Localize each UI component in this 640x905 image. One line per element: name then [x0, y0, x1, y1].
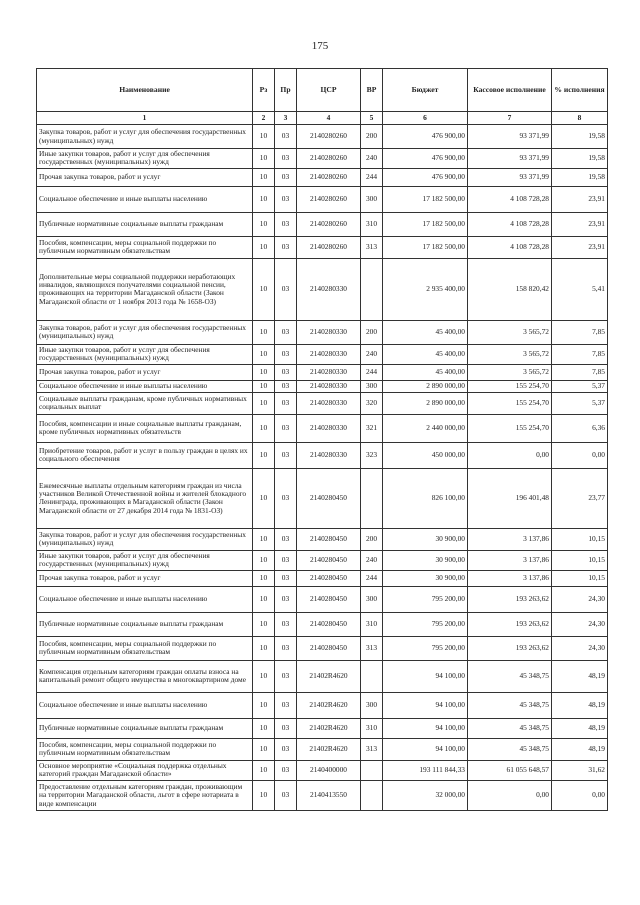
row-pr: 03 [275, 320, 297, 344]
col-header-pr: Пр [275, 69, 297, 112]
row-name: Публичные нормативные социальные выплаты гражданам [37, 212, 253, 236]
row-vr [361, 780, 383, 810]
row-name: Социальное обеспечение и иные выплаты населению [37, 380, 253, 392]
row-rz: 10 [253, 380, 275, 392]
row-name: Социальное обеспечение и иные выплаты населению [37, 586, 253, 612]
row-budget: 94 100,00 [383, 738, 468, 760]
row-name: Социальное обеспечение и иные выплаты населению [37, 186, 253, 212]
row-vr: 300 [361, 586, 383, 612]
row-cash: 45 348,75 [468, 692, 552, 718]
row-csr: 2140280330 [297, 320, 361, 344]
row-name: Публичные нормативные социальные выплаты гражданам [37, 718, 253, 738]
row-vr: 244 [361, 570, 383, 586]
table-row [37, 258, 608, 320]
row-rz: 10 [253, 186, 275, 212]
row-cash: 3 137,86 [468, 570, 552, 586]
table-row [37, 586, 608, 612]
row-csr: 2140280260 [297, 168, 361, 186]
row-budget: 795 200,00 [383, 636, 468, 660]
table-row [37, 738, 608, 760]
row-vr [361, 258, 383, 320]
row-name: Прочая закупка товаров, работ и услуг [37, 364, 253, 380]
row-rz: 10 [253, 660, 275, 692]
row-rz: 10 [253, 550, 275, 570]
row-csr: 21402R4620 [297, 718, 361, 738]
row-budget: 45 400,00 [383, 320, 468, 344]
row-pct: 19,58 [552, 149, 608, 169]
row-name: Закупка товаров, работ и услуг для обеспечения государственных (муниципальных) нужд [37, 528, 253, 550]
row-rz: 10 [253, 212, 275, 236]
col-header-cash: Кассовое исполнение [468, 69, 552, 112]
row-rz: 10 [253, 570, 275, 586]
col-index: 6 [383, 112, 468, 125]
row-pr: 03 [275, 442, 297, 468]
table-row [37, 780, 608, 810]
row-budget: 32 000,00 [383, 780, 468, 810]
row-vr: 313 [361, 738, 383, 760]
table-row [37, 760, 608, 780]
row-pr: 03 [275, 344, 297, 364]
row-budget: 2 440 000,00 [383, 414, 468, 442]
row-cash: 3 137,86 [468, 528, 552, 550]
row-cash: 4 108 728,28 [468, 186, 552, 212]
row-cash: 155 254,70 [468, 414, 552, 442]
row-pr: 03 [275, 212, 297, 236]
row-csr: 2140280330 [297, 258, 361, 320]
row-budget: 795 200,00 [383, 586, 468, 612]
column-index-row [37, 112, 608, 125]
row-cash: 193 263,62 [468, 636, 552, 660]
table-row [37, 718, 608, 738]
row-rz: 10 [253, 718, 275, 738]
col-index: 8 [552, 112, 608, 125]
row-pct: 10,15 [552, 570, 608, 586]
row-csr: 2140280450 [297, 586, 361, 612]
row-rz: 10 [253, 442, 275, 468]
row-name: Закупка товаров, работ и услуг для обеспечения государственных (муниципальных) нужд [37, 320, 253, 344]
row-pr: 03 [275, 380, 297, 392]
row-cash: 3 137,86 [468, 550, 552, 570]
row-pct: 19,58 [552, 168, 608, 186]
row-csr: 2140280450 [297, 468, 361, 528]
row-vr: 240 [361, 550, 383, 570]
budget-execution-table [36, 68, 608, 811]
row-pct: 7,85 [552, 320, 608, 344]
col-header-rz: Рз [253, 69, 275, 112]
row-rz: 10 [253, 760, 275, 780]
row-name: Прочая закупка товаров, работ и услуг [37, 168, 253, 186]
row-pct: 48,19 [552, 692, 608, 718]
col-index: 3 [275, 112, 297, 125]
row-pct: 24,30 [552, 636, 608, 660]
row-name: Предоставление отдельным категориям граждан, проживающим на территории Магаданской области, льгот в сфере нотариата в виде компенсации [37, 780, 253, 810]
row-name: Компенсация отдельным категориям граждан оплаты взноса на капитальный ремонт общего имущества в многоквартирном доме [37, 660, 253, 692]
row-vr: 240 [361, 149, 383, 169]
row-cash: 193 263,62 [468, 586, 552, 612]
row-rz: 10 [253, 414, 275, 442]
row-budget: 94 100,00 [383, 692, 468, 718]
row-vr: 240 [361, 344, 383, 364]
row-vr: 300 [361, 692, 383, 718]
page-number: 175 [311, 40, 329, 52]
row-pr: 03 [275, 236, 297, 258]
table-row [37, 550, 608, 570]
row-rz: 10 [253, 125, 275, 149]
row-budget: 94 100,00 [383, 718, 468, 738]
row-cash: 3 565,72 [468, 344, 552, 364]
row-cash: 93 371,99 [468, 168, 552, 186]
row-name: Пособия, компенсации, меры социальной поддержки по публичным нормативным обязательствам [37, 236, 253, 258]
row-name: Основное мероприятие «Социальная поддержка отдельных категорий граждан Магаданской области» [37, 760, 253, 780]
row-pr: 03 [275, 550, 297, 570]
row-vr [361, 760, 383, 780]
row-csr: 2140413550 [297, 780, 361, 810]
row-cash: 155 254,70 [468, 380, 552, 392]
row-csr: 2140280330 [297, 364, 361, 380]
table-row [37, 149, 608, 169]
row-budget: 30 900,00 [383, 528, 468, 550]
row-name: Публичные нормативные социальные выплаты гражданам [37, 612, 253, 636]
row-pr: 03 [275, 414, 297, 442]
row-budget: 45 400,00 [383, 364, 468, 380]
table-row [37, 380, 608, 392]
table-row [37, 468, 608, 528]
row-pct: 31,62 [552, 760, 608, 780]
row-vr: 323 [361, 442, 383, 468]
row-csr: 2140280330 [297, 442, 361, 468]
row-pr: 03 [275, 570, 297, 586]
row-pct: 24,30 [552, 612, 608, 636]
row-budget: 17 182 500,00 [383, 212, 468, 236]
row-rz: 10 [253, 258, 275, 320]
row-pct: 10,15 [552, 550, 608, 570]
row-cash: 4 108 728,28 [468, 212, 552, 236]
table-row [37, 612, 608, 636]
row-budget: 94 100,00 [383, 660, 468, 692]
row-cash: 155 254,70 [468, 392, 552, 414]
row-pct: 0,00 [552, 780, 608, 810]
row-name: Социальное обеспечение и иные выплаты населению [37, 692, 253, 718]
row-name: Приобретение товаров, работ и услуг в пользу граждан в целях их социального обеспечения [37, 442, 253, 468]
row-budget: 30 900,00 [383, 570, 468, 586]
row-csr: 2140280450 [297, 570, 361, 586]
row-budget: 826 100,00 [383, 468, 468, 528]
row-vr: 244 [361, 168, 383, 186]
row-budget: 450 000,00 [383, 442, 468, 468]
col-index: 5 [361, 112, 383, 125]
row-cash: 45 348,75 [468, 738, 552, 760]
row-rz: 10 [253, 364, 275, 380]
row-name: Пособия, компенсации, меры социальной поддержки по публичным нормативным обязательствам [37, 738, 253, 760]
row-rz: 10 [253, 344, 275, 364]
row-pct: 5,41 [552, 258, 608, 320]
row-pct: 23,91 [552, 212, 608, 236]
row-csr: 2140400000 [297, 760, 361, 780]
row-rz: 10 [253, 692, 275, 718]
row-vr: 300 [361, 186, 383, 212]
row-pr: 03 [275, 612, 297, 636]
row-pr: 03 [275, 636, 297, 660]
row-budget: 2 890 000,00 [383, 392, 468, 414]
row-name: Иные закупки товаров, работ и услуг для обеспечения государственных (муниципальных) нужд [37, 344, 253, 364]
row-rz: 10 [253, 468, 275, 528]
row-cash: 45 348,75 [468, 660, 552, 692]
row-pr: 03 [275, 586, 297, 612]
col-header-budget: Бюджет [383, 69, 468, 112]
row-budget: 795 200,00 [383, 612, 468, 636]
row-pr: 03 [275, 149, 297, 169]
row-pr: 03 [275, 125, 297, 149]
row-csr: 2140280450 [297, 550, 361, 570]
row-rz: 10 [253, 612, 275, 636]
row-vr: 313 [361, 636, 383, 660]
row-pr: 03 [275, 168, 297, 186]
row-pct: 0,00 [552, 442, 608, 468]
row-rz: 10 [253, 528, 275, 550]
row-cash: 93 371,99 [468, 125, 552, 149]
row-csr: 2140280260 [297, 186, 361, 212]
row-pr: 03 [275, 258, 297, 320]
row-rz: 10 [253, 586, 275, 612]
row-pct: 10,15 [552, 528, 608, 550]
row-pr: 03 [275, 468, 297, 528]
row-rz: 10 [253, 780, 275, 810]
row-csr: 2140280260 [297, 125, 361, 149]
col-header-name: Наименование [37, 69, 253, 112]
table-body [37, 125, 608, 811]
row-pct: 48,19 [552, 718, 608, 738]
row-cash: 3 565,72 [468, 320, 552, 344]
row-budget: 476 900,00 [383, 149, 468, 169]
row-pct: 19,58 [552, 125, 608, 149]
row-name: Иные закупки товаров, работ и услуг для обеспечения государственных (муниципальных) нужд [37, 149, 253, 169]
row-rz: 10 [253, 392, 275, 414]
table-row [37, 212, 608, 236]
table-row [37, 392, 608, 414]
row-csr: 2140280260 [297, 149, 361, 169]
row-csr: 21402R4620 [297, 692, 361, 718]
row-cash: 196 401,48 [468, 468, 552, 528]
row-csr: 2140280260 [297, 212, 361, 236]
row-csr: 2140280330 [297, 344, 361, 364]
row-vr: 200 [361, 320, 383, 344]
table-row [37, 528, 608, 550]
table-row [37, 186, 608, 212]
row-pr: 03 [275, 780, 297, 810]
row-csr: 21402R4620 [297, 660, 361, 692]
table-row [37, 344, 608, 364]
row-pct: 48,19 [552, 738, 608, 760]
row-vr: 310 [361, 212, 383, 236]
row-pr: 03 [275, 364, 297, 380]
row-pct: 23,91 [552, 236, 608, 258]
row-cash: 61 055 648,57 [468, 760, 552, 780]
table-row [37, 414, 608, 442]
table-row [37, 636, 608, 660]
row-pr: 03 [275, 692, 297, 718]
row-name: Ежемесячные выплаты отдельным категориям граждан из числа участников Великой Отечественной войны и жителей блокадного Ленинграда, проживающих в Магаданской области (Закон Магаданской области от 27 декабря 2014 года № 1831-ОЗ) [37, 468, 253, 528]
row-budget: 193 111 844,33 [383, 760, 468, 780]
row-csr: 2140280450 [297, 612, 361, 636]
row-pr: 03 [275, 392, 297, 414]
col-index: 7 [468, 112, 552, 125]
row-rz: 10 [253, 149, 275, 169]
col-index: 4 [297, 112, 361, 125]
row-vr: 310 [361, 612, 383, 636]
row-name: Дополнительные меры социальной поддержки неработающих инвалидов, являющихся получателями социальной пенсии, проживающих на территории Магаданской области (Закон Магаданской области от 1 ноября 2013 года № 1658-ОЗ) [37, 258, 253, 320]
row-csr: 2140280330 [297, 380, 361, 392]
row-name: Социальные выплаты гражданам, кроме публичных нормативных социальных выплат [37, 392, 253, 414]
row-vr [361, 468, 383, 528]
row-vr: 321 [361, 414, 383, 442]
table-header-row [37, 69, 608, 112]
row-name: Пособия, компенсации, меры социальной поддержки по публичным нормативным обязательствам [37, 636, 253, 660]
row-csr: 21402R4620 [297, 738, 361, 760]
row-vr: 313 [361, 236, 383, 258]
row-pct: 5,37 [552, 380, 608, 392]
row-budget: 476 900,00 [383, 168, 468, 186]
row-cash: 158 820,42 [468, 258, 552, 320]
row-rz: 10 [253, 236, 275, 258]
row-budget: 30 900,00 [383, 550, 468, 570]
table-row [37, 692, 608, 718]
row-pct: 6,36 [552, 414, 608, 442]
row-vr: 200 [361, 528, 383, 550]
row-rz: 10 [253, 636, 275, 660]
row-budget: 17 182 500,00 [383, 236, 468, 258]
row-pct: 7,85 [552, 364, 608, 380]
table-row [37, 660, 608, 692]
row-csr: 2140280450 [297, 528, 361, 550]
col-header-pct: % исполнения [552, 69, 608, 112]
table-row [37, 364, 608, 380]
row-pr: 03 [275, 528, 297, 550]
row-csr: 2140280330 [297, 414, 361, 442]
row-name: Закупка товаров, работ и услуг для обеспечения государственных (муниципальных) нужд [37, 125, 253, 149]
row-pr: 03 [275, 738, 297, 760]
row-rz: 10 [253, 738, 275, 760]
table-row [37, 125, 608, 149]
col-header-vr: ВР [361, 69, 383, 112]
row-name: Пособия, компенсации и иные социальные выплаты гражданам, кроме публичных нормативных обязательств [37, 414, 253, 442]
table-row [37, 570, 608, 586]
table-row [37, 320, 608, 344]
row-name: Иные закупки товаров, работ и услуг для обеспечения государственных (муниципальных) нужд [37, 550, 253, 570]
row-name: Прочая закупка товаров, работ и услуг [37, 570, 253, 586]
row-pr: 03 [275, 718, 297, 738]
row-vr: 244 [361, 364, 383, 380]
row-csr: 2140280260 [297, 236, 361, 258]
row-rz: 10 [253, 168, 275, 186]
row-pct: 23,77 [552, 468, 608, 528]
row-pct: 48,19 [552, 660, 608, 692]
row-pr: 03 [275, 186, 297, 212]
row-pr: 03 [275, 760, 297, 780]
row-cash: 0,00 [468, 780, 552, 810]
col-index: 1 [37, 112, 253, 125]
row-vr [361, 660, 383, 692]
col-index: 2 [253, 112, 275, 125]
row-vr: 300 [361, 380, 383, 392]
table-row [37, 442, 608, 468]
row-vr: 200 [361, 125, 383, 149]
row-budget: 17 182 500,00 [383, 186, 468, 212]
row-vr: 320 [361, 392, 383, 414]
row-budget: 2 935 400,00 [383, 258, 468, 320]
row-csr: 2140280330 [297, 392, 361, 414]
table-row [37, 168, 608, 186]
row-budget: 476 900,00 [383, 125, 468, 149]
row-pct: 5,37 [552, 392, 608, 414]
row-pct: 24,30 [552, 586, 608, 612]
row-cash: 4 108 728,28 [468, 236, 552, 258]
row-pct: 23,91 [552, 186, 608, 212]
row-cash: 0,00 [468, 442, 552, 468]
col-header-csr: ЦСР [297, 69, 361, 112]
row-pct: 7,85 [552, 344, 608, 364]
row-budget: 45 400,00 [383, 344, 468, 364]
row-cash: 193 263,62 [468, 612, 552, 636]
row-csr: 2140280450 [297, 636, 361, 660]
row-budget: 2 890 000,00 [383, 380, 468, 392]
row-cash: 93 371,99 [468, 149, 552, 169]
row-vr: 310 [361, 718, 383, 738]
table-row [37, 236, 608, 258]
row-cash: 45 348,75 [468, 718, 552, 738]
row-pr: 03 [275, 660, 297, 692]
row-cash: 3 565,72 [468, 364, 552, 380]
row-rz: 10 [253, 320, 275, 344]
